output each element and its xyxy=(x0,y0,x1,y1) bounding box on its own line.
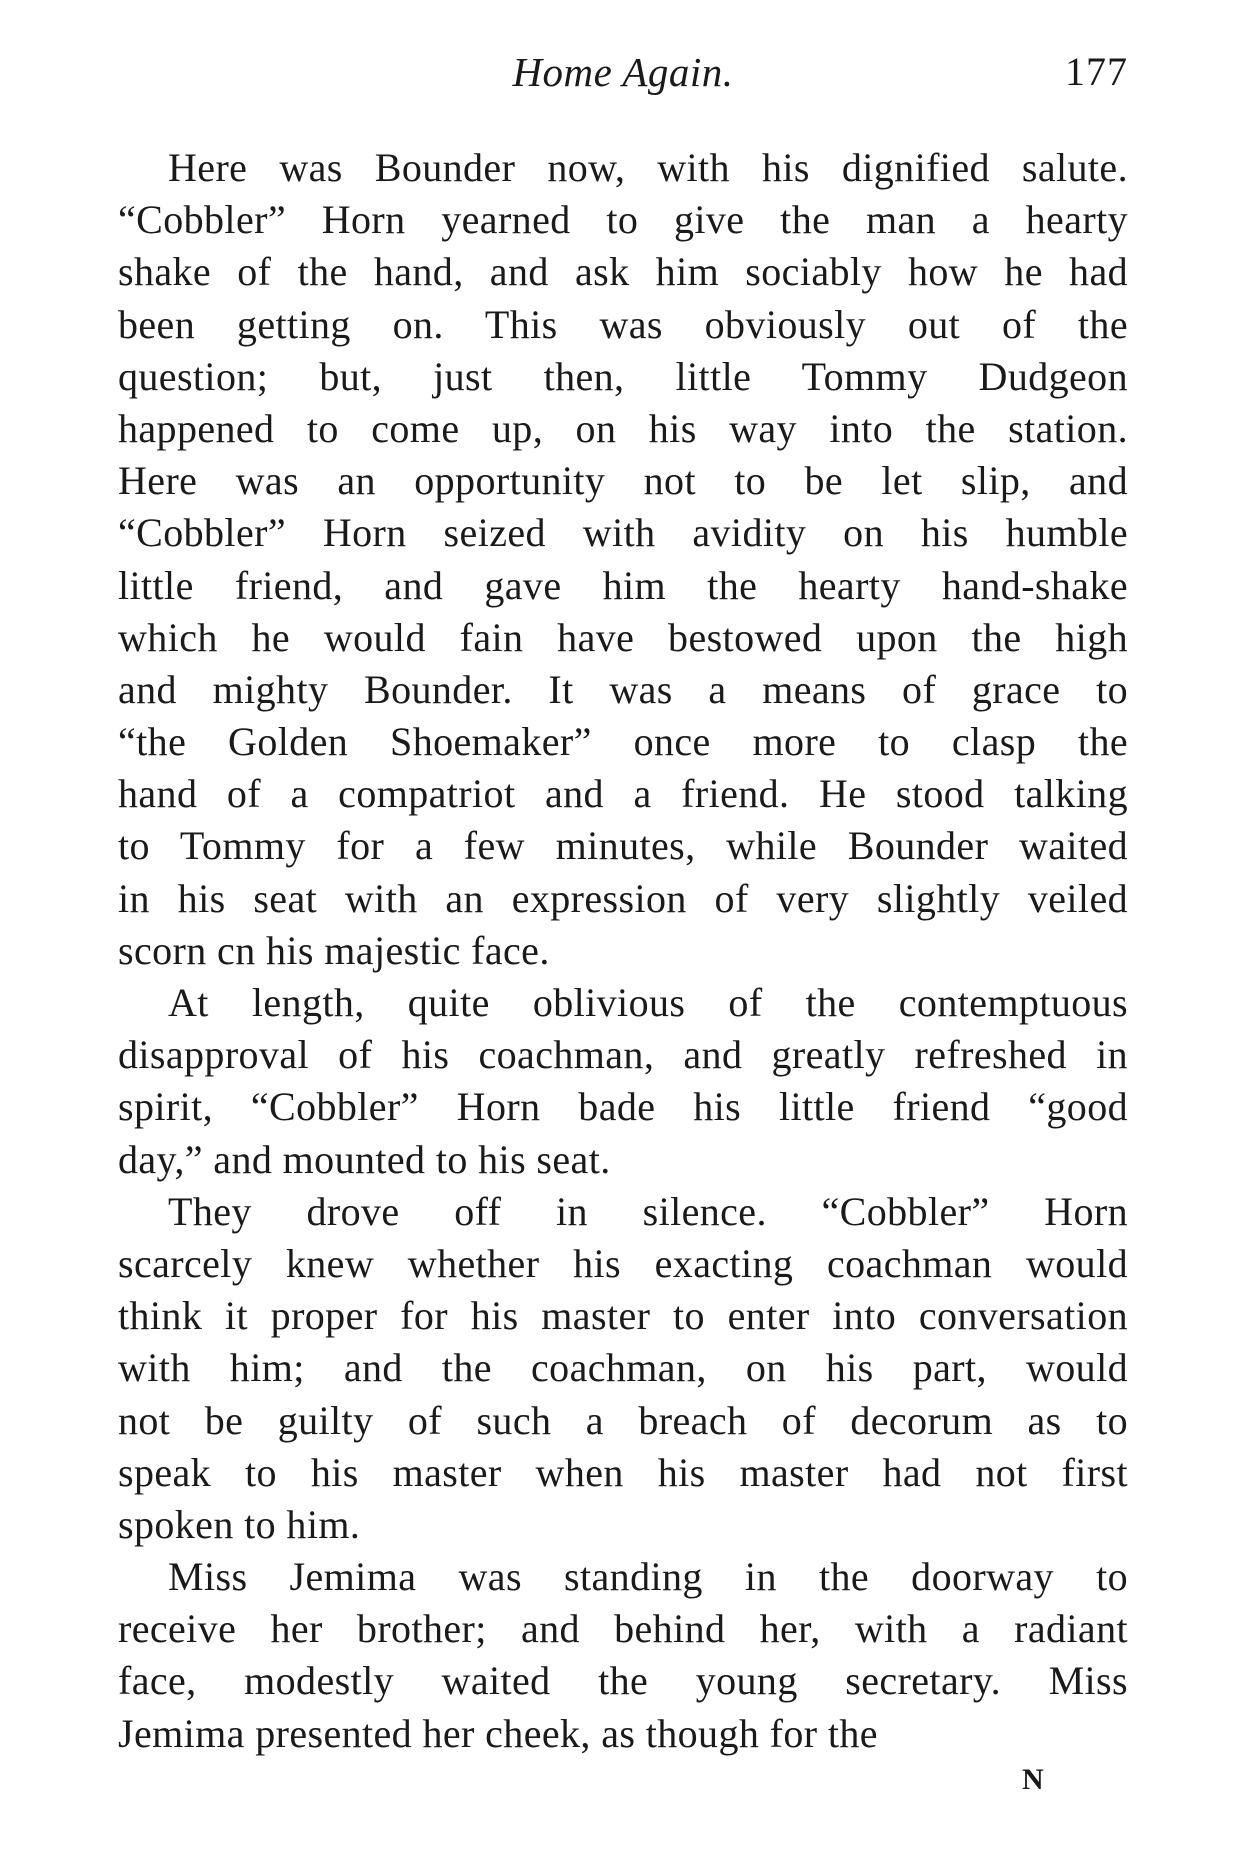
running-head xyxy=(118,46,1128,98)
text-line: “Cobbler” Horn yearned to give the man a hearty xyxy=(118,197,1128,243)
page-number: 177 xyxy=(1065,49,1128,94)
text-line: think it proper for his master to enter into conversation xyxy=(118,1293,1128,1339)
text-line: hand of a compatriot and a friend. He stood talking xyxy=(118,771,1128,817)
paragraph xyxy=(118,142,1128,977)
text-line: Miss Jemima was standing in the doorway to xyxy=(168,1554,1128,1600)
text-line: shake of the hand, and ask him sociably how he had xyxy=(118,249,1128,295)
text-line: disapproval of his coachman, and greatly refreshed in xyxy=(118,1032,1128,1078)
text-line: scarcely knew whether his exacting coachman would xyxy=(118,1240,1128,1286)
text-line: little friend, and gave him the hearty hand-shake xyxy=(118,562,1128,608)
text-line: “the Golden Shoemaker” once more to clasp the xyxy=(118,719,1128,765)
text-line: day,” and mounted to his seat. xyxy=(118,1136,611,1182)
signature-mark: N xyxy=(1022,1763,1044,1796)
text-line: At length, quite oblivious of the contemptuous xyxy=(168,980,1128,1025)
text-line: to Tommy for a few minutes, while Bounder waited xyxy=(118,823,1128,869)
text-line: been getting on. This was obviously out of the xyxy=(118,301,1128,347)
text-line: spoken to him. xyxy=(118,1501,361,1547)
text-line: not be guilty of such a breach of decorum as to xyxy=(118,1397,1128,1443)
text-line: face, modestly waited the young secretary. Miss xyxy=(118,1658,1128,1704)
paragraph xyxy=(118,977,1128,1186)
text-line: speak to his master when his master had not first xyxy=(118,1449,1128,1495)
text-line: Jemima presented her cheek, as though for the xyxy=(118,1710,878,1756)
text-line: in his seat with an expression of very slightly veiled xyxy=(118,875,1128,921)
text-line: which he would fain have bestowed upon the high xyxy=(118,614,1128,660)
text-line: They drove off in silence. “Cobbler” Horn xyxy=(168,1188,1128,1234)
text-line: and mighty Bounder. It was a means of grace to xyxy=(118,666,1128,712)
text-line: “Cobbler” Horn seized with avidity on his humble xyxy=(118,510,1128,556)
paragraph xyxy=(118,1186,1128,1551)
text-line: question; but, just then, little Tommy Dudgeon xyxy=(118,353,1128,399)
text-line: happened to come up, on his way into the station. xyxy=(118,405,1128,451)
body-text xyxy=(118,142,1128,1760)
text-line: with him; and the coachman, on his part, would xyxy=(118,1345,1128,1391)
text-line: spirit, “Cobbler” Horn bade his little friend “good xyxy=(118,1084,1128,1130)
text-line: receive her brother; and behind her, with a radiant xyxy=(118,1606,1128,1652)
running-title: Home Again. xyxy=(512,49,734,95)
text-line: scorn cn his majestic face. xyxy=(118,927,550,973)
text-line: Here was an opportunity not to be let slip, and xyxy=(118,458,1128,504)
paragraph xyxy=(118,1551,1128,1760)
text-line: Here was Bounder now, with his dignified salute. xyxy=(168,145,1128,190)
